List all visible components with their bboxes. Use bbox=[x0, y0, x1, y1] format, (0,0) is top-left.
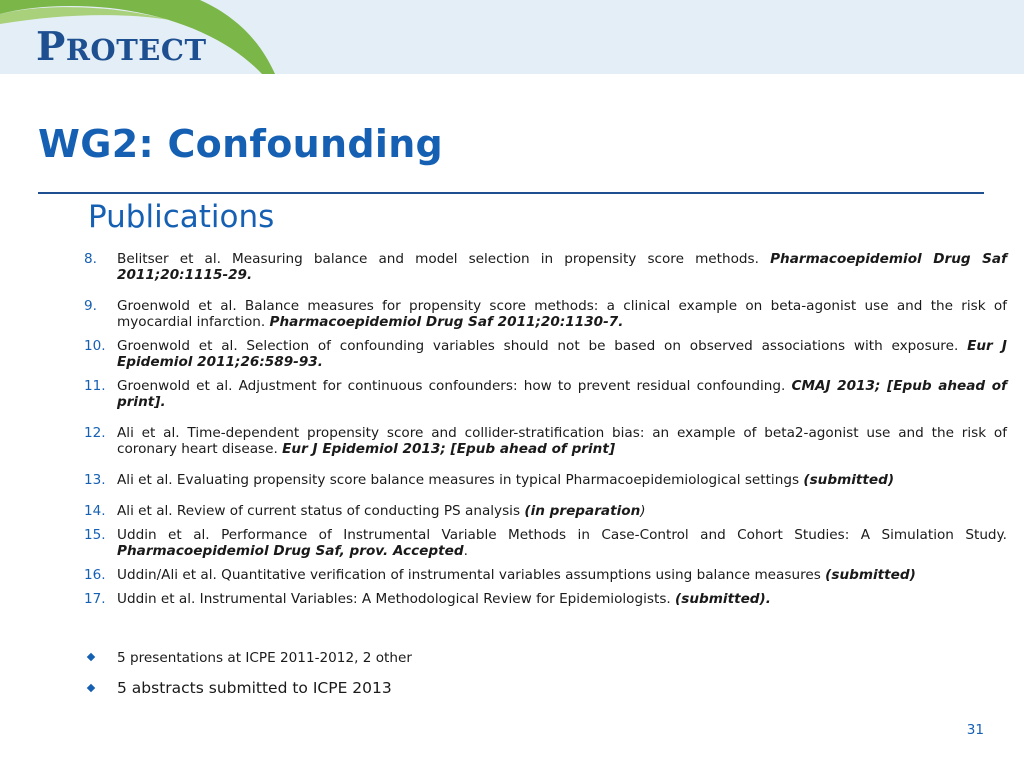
publication-citation: Belitser et al. Measuring balance and model selection in propensity score methods. bbox=[117, 251, 771, 267]
publication-number: 13. bbox=[84, 472, 106, 488]
publication-journal: Pharmacoepidemiol Drug Saf 2011;20:1130-7. bbox=[269, 314, 624, 330]
publication-item bbox=[84, 527, 1007, 559]
title-divider bbox=[38, 192, 984, 194]
publication-journal: Eur J Epidemiol 2013; [Epub ahead of print] bbox=[282, 441, 616, 457]
publication-citation: Groenwold et al. Balance measures for propensity score methods: a clinical example on beta-agonist use and the risk of myocardial infarction. bbox=[117, 298, 1007, 330]
bullet-item bbox=[84, 649, 984, 667]
publication-number: 8. bbox=[84, 251, 97, 267]
publication-journal: Pharmacoepidemiol Drug Saf 2011;20:1115-29. bbox=[117, 251, 1007, 283]
publication-status: (submitted) bbox=[825, 567, 916, 583]
protect-logo: PROTECT bbox=[36, 24, 207, 70]
publication-item bbox=[84, 251, 1007, 283]
publication-number: 12. bbox=[84, 425, 106, 441]
publication-item bbox=[84, 338, 1007, 370]
section-subtitle: Publications bbox=[88, 199, 275, 235]
publication-item bbox=[84, 567, 1007, 583]
summary-bullets bbox=[84, 649, 984, 698]
publication-journal: Eur J Epidemiol 2011;26:589-93. bbox=[117, 338, 1007, 370]
publication-citation: Uddin et al. Performance of Instrumental Variable Methods in Case-Control and Cohort Studies: A Simulation Study. bbox=[117, 527, 1007, 543]
publication-item bbox=[84, 503, 1007, 519]
bullet-item bbox=[84, 678, 984, 698]
bullet-text: 5 presentations at ICPE 2011-2012, 2 other bbox=[117, 650, 412, 666]
publication-journal: CMAJ 2013; [Epub ahead of print]. bbox=[117, 378, 1007, 410]
publication-journal: Pharmacoepidemiol Drug Saf, prov. Accepted bbox=[117, 543, 464, 559]
publication-citation: Groenwold et al. Selection of confounding variables should not be based on observed associations with exposure. bbox=[117, 338, 968, 354]
publication-citation: Ali et al. Evaluating propensity score balance measures in typical Pharmacoepidemiological settings bbox=[117, 472, 804, 488]
publication-item bbox=[84, 425, 1007, 457]
publication-status: (submitted) bbox=[803, 472, 895, 488]
page-number: 31 bbox=[966, 722, 984, 738]
publication-number: 10. bbox=[84, 338, 106, 354]
publication-citation: Ali et al. Review of current status of conducting PS analysis bbox=[117, 503, 525, 519]
publication-number: 14. bbox=[84, 503, 106, 519]
publication-status: (submitted). bbox=[675, 591, 771, 607]
publication-item bbox=[84, 298, 1007, 330]
publication-status-tail: ) bbox=[640, 503, 646, 519]
publication-item bbox=[84, 472, 1007, 488]
slide-title: WG2: Confounding bbox=[38, 122, 444, 166]
publication-number: 11. bbox=[84, 378, 106, 394]
publication-citation: Groenwold et al. Adjustment for continuous confounders: how to prevent residual confounding. bbox=[117, 378, 792, 394]
publication-number: 15. bbox=[84, 527, 106, 543]
publication-citation: Ali et al. Time-dependent propensity score and collider-stratification bias: an example of beta2-agonist use and the risk of coronary heart disease. bbox=[117, 425, 1007, 457]
publication-item bbox=[84, 591, 1007, 607]
publication-item bbox=[84, 378, 1007, 410]
publication-status: (in preparation bbox=[524, 503, 641, 519]
publication-tail: . bbox=[463, 543, 468, 559]
publication-number: 9. bbox=[84, 298, 97, 314]
publication-citation: Uddin/Ali et al. Quantitative verification of instrumental variables assumptions using balance measures bbox=[117, 567, 826, 583]
publication-number: 16. bbox=[84, 567, 106, 583]
publication-citation: Uddin et al. Instrumental Variables: A Methodological Review for Epidemiologists. bbox=[117, 591, 676, 607]
diamond-bullet-icon bbox=[87, 684, 95, 692]
diamond-bullet-icon bbox=[87, 653, 95, 661]
bullet-text: 5 abstracts submitted to ICPE 2013 bbox=[117, 679, 392, 697]
publication-list bbox=[84, 251, 1007, 607]
publication-number: 17. bbox=[84, 591, 106, 607]
